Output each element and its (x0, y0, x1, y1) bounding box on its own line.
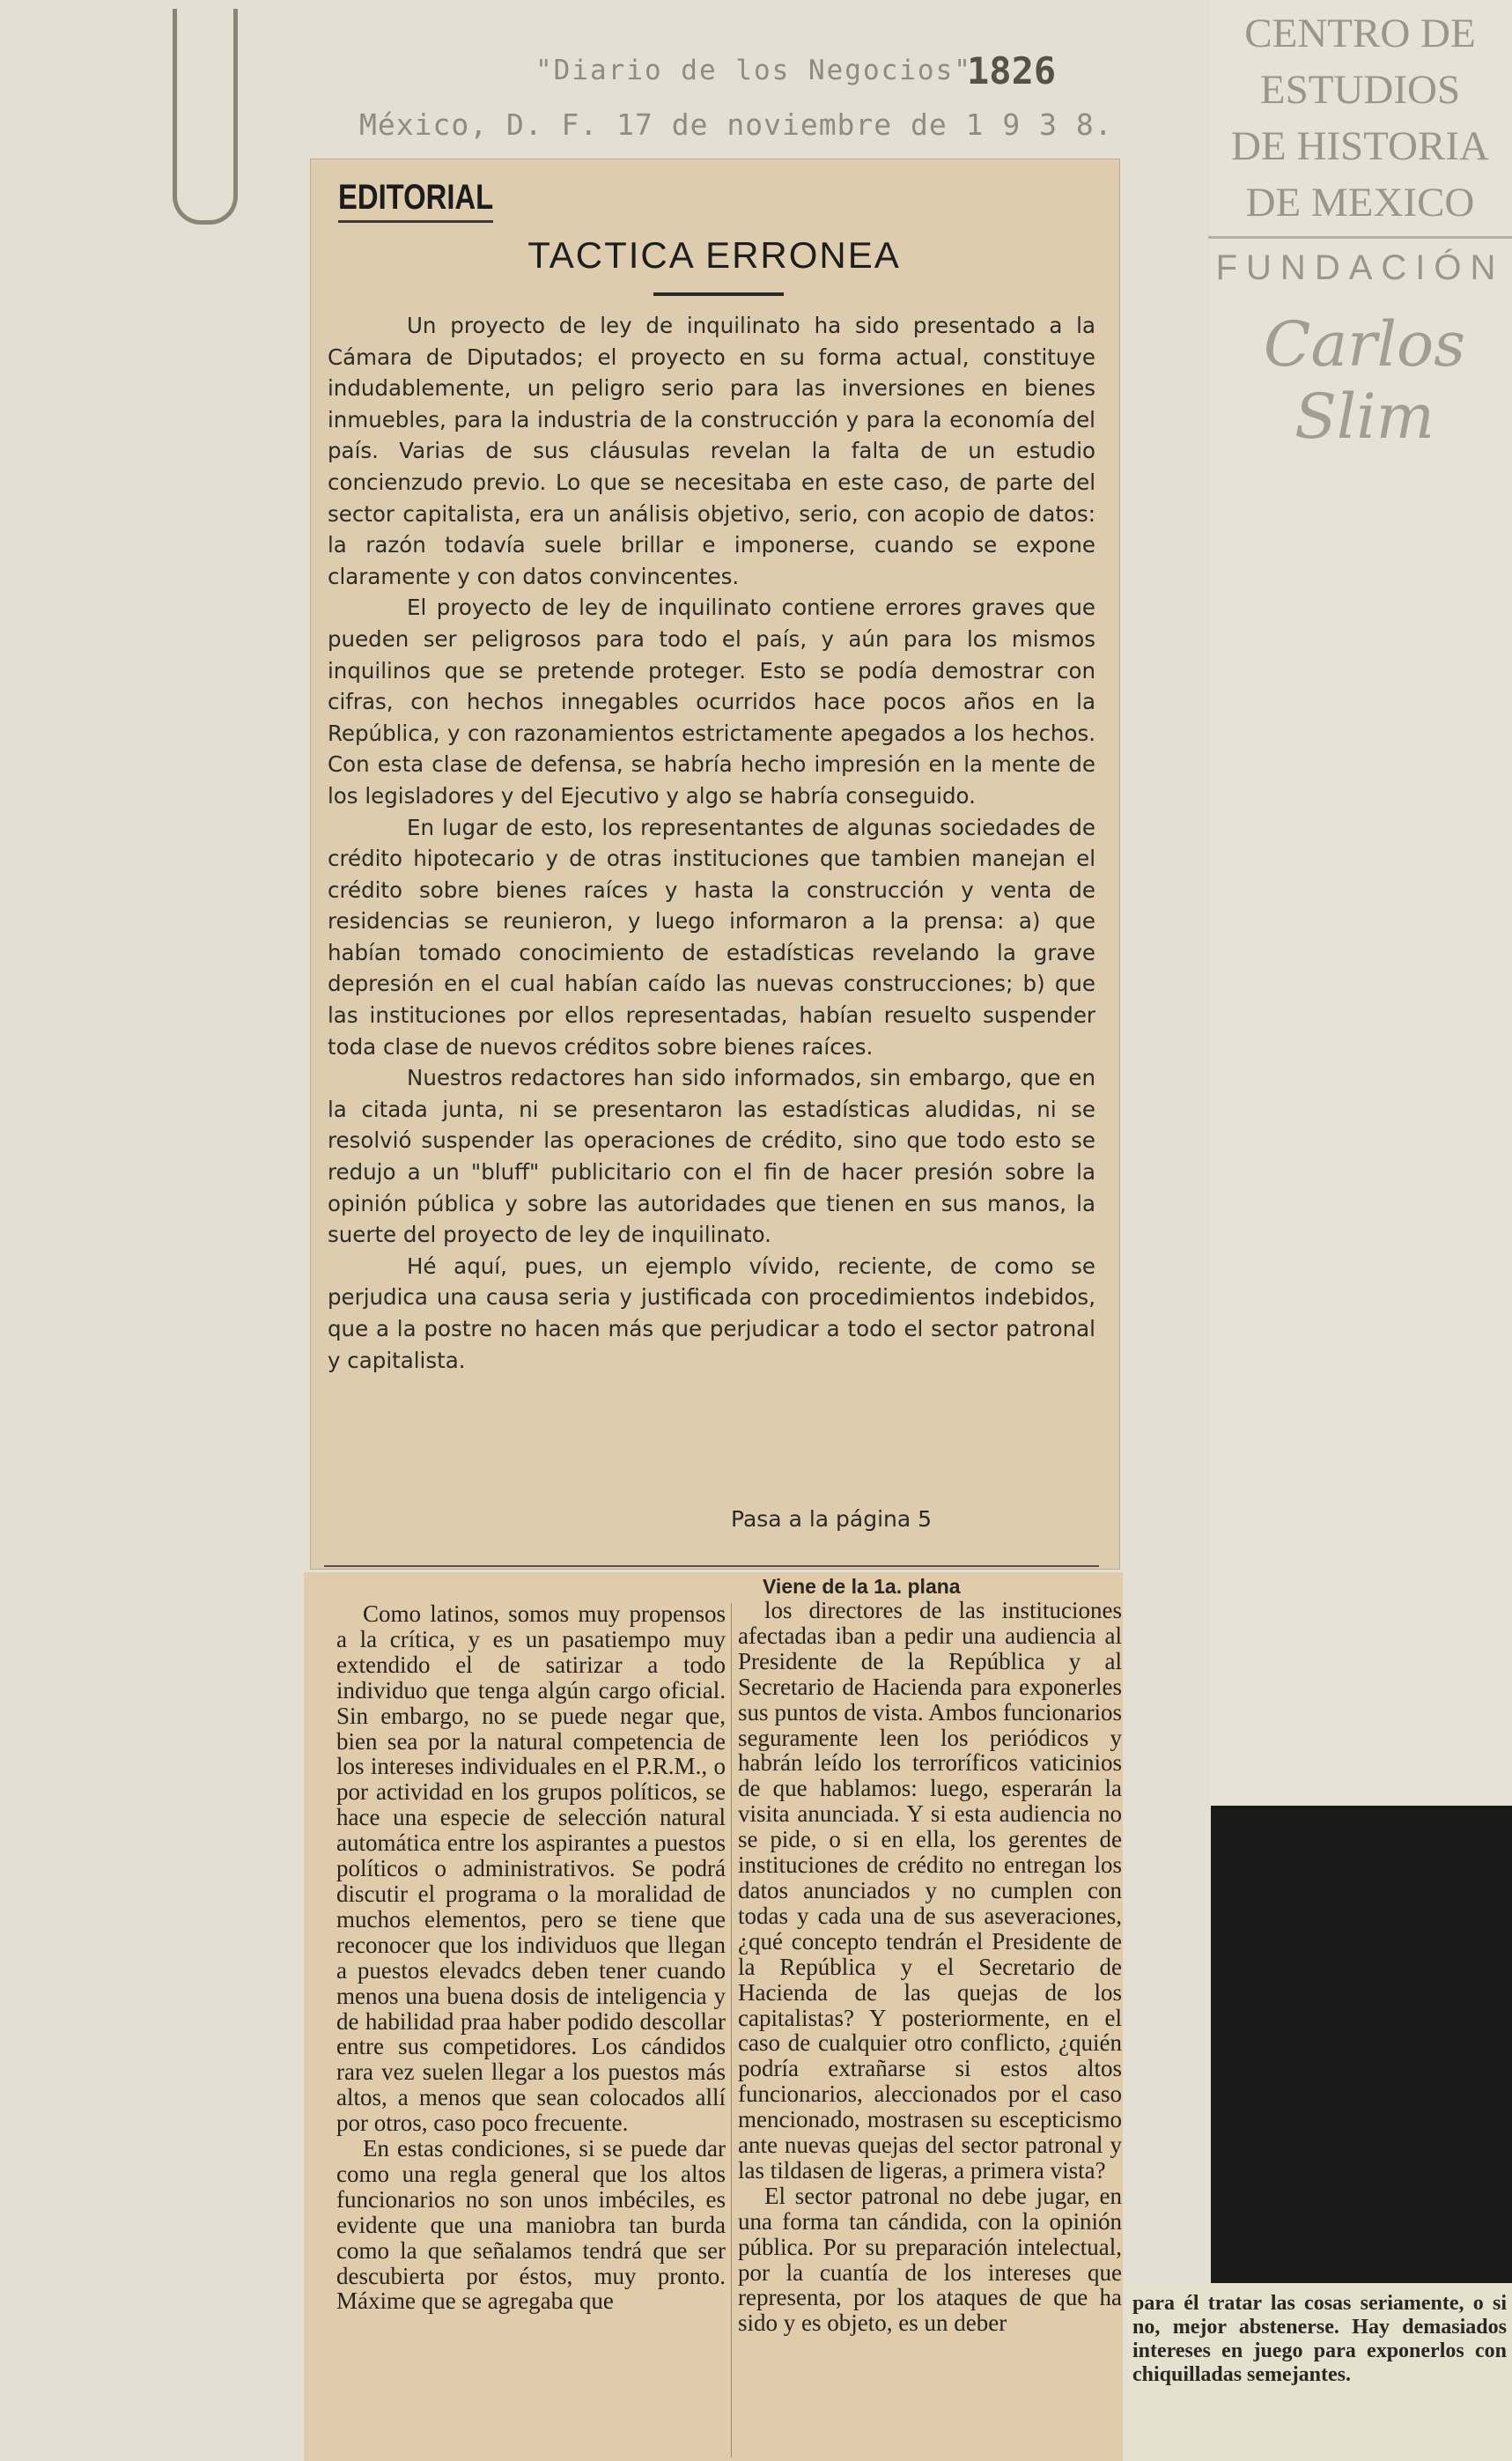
article-paragraph: Nuestros redactores han sido informados, sin embargo, que en la citada junta, ni se presentaron las estadísticas aludidas, ni se resolvió suspender las operaciones de crédito, sino que todo esto se redujo a un "bluff" publicitario con el fin de hacer presión sobre la opinión pública y sobre las autoridades que tienen en sus manos, la suerte del proyecto de ley de inquilinato. (328, 1065, 1095, 1248)
article-body (328, 310, 1095, 1376)
column-paragraph: los directores de las instituciones afectadas iban a pedir una audiencia al Presidente de la República y al Secretario de Hacienda para exponerles sus puntos de vista. Ambos funcionarios seguramente leen los periódicos y habrán leído los terroríficos vaticinios de que hablamos: luego, esperarán la visita anunciada. Y si esta audiencia no se pide, o si en ella, los gerentes de instituciones de crédito no entregan los datos anunciados y no cumplen con todas y cada una de sus aseveraciones, ¿qué concepto tendrán el Presidente de la República y el Secretario de Hacienda de las quejas de los capitalistas? Y posteriormente, en el caso de cualquier otro conflicto, ¿quién podría extrañarse si estos altos funcionarios, aleccionados por el caso mencionado, mostrasen su escepticismo ante nuevas quejas del sector patronal y las tildasen de ligeras, a primera vista? (738, 1597, 1122, 2184)
column-left (336, 1601, 726, 2314)
watermark-line: ESTUDIOS (1259, 67, 1461, 113)
column-paragraph: El sector patronal no debe jugar, en una forma tan cándida, con la opinión pública. Por su preparación intelectual, por la cuantía de los intereses que representa, por los ataques de que ha sido y es objeto, es un deber (738, 2182, 1122, 2337)
title-rule (653, 292, 784, 296)
section-heading: EDITORIAL (338, 178, 494, 217)
article-paragraph: En lugar de esto, los representantes de algunas sociedades de crédito hipotecario y de otras instituciones que tambien manejan el crédito sobre bienes raíces y hasta la construcción y venta de residencias se reunieron, y luego informaron a la prensa: a) que habían tomado conocimiento de estadísticas revelando la grave depresión en el cual habían caído las nuevas construcciones; b) que las instituciones por ellos representadas, habían resuelto suspender toda clase de nuevos créditos sobre bienes raíces. (328, 814, 1095, 1060)
continuation-rule (324, 1565, 1099, 1567)
stamp-number: 1826 (967, 49, 1057, 92)
watermark-line: DE HISTORIA (1231, 123, 1489, 169)
column-paragraph: Como latinos, somos muy propensos a la crítica, y es un pasatiempo muy extendido el de satirizar a todo individuo que tenga algún cargo oficial. Sin embargo, no se puede negar que, bien sea por la natural competencia de los intereses individuales en el P.R.M., o por actividad en los grupos políticos, se hace una especie de selección natural automática entre los aspirantes a puestos políticos o administrativos. Se podrá discutir el programa o la moralidad de muchos elementos, pero se tiene que reconocer que los individuos que llegan a puestos elevadcs deben tener cuando menos una buena dosis de inteligencia y de habilidad praa haber podido descollar entre sus competidores. Los cándidos rara vez suelen llegar a los puestos más altos, a menos que sean colocados allí por otros, caso poco frecuente. (336, 1600, 726, 2137)
column-divider (731, 1603, 732, 2457)
paper-clip-icon (173, 9, 238, 225)
stamp-date: México, D. F. 17 de noviembre de 1 9 3 8. (359, 107, 1113, 142)
watermark-signature: Carlos Slim (1263, 308, 1466, 453)
stamp-source: "Diario de los Negocios" (535, 55, 972, 86)
continuation-label: Viene de la 1a. plana (763, 1575, 961, 1598)
watermark-line: DE MEXICO (1245, 180, 1475, 225)
column-paragraph: En estas condiciones, si se puede dar como una regla general que los altos funcionarios no son unos imbéciles, es evidente que una maniobra tan burda como la que señalamos tendrá que ser descubierta por éstos, muy pronto. Máxime que se agregaba que (336, 2135, 726, 2315)
continued-note: Pasa a la página 5 (731, 1506, 933, 1532)
watermark-institution (1208, 5, 1512, 231)
article-paragraph: Hé aquí, pues, un ejemplo vívido, reciente, de como se perjudica una causa seria y justificada con procedimientos indebidos, que a la postre no hacen más que perjudicar a todo el sector patronal y capitalista. (328, 1253, 1095, 1373)
watermark-divider (1208, 236, 1512, 239)
article-paragraph: Un proyecto de ley de inquilinato ha sido presentado a la Cámara de Diputados; el proyecto en su forma actual, constituye indudablemente, un peligro serio para las inversiones en bienes inmuebles, para la industria de la construcción y para la economía del país. Varias de sus cláusulas revelan la falta de un estudio concienzudo previo. Lo que se necesitaba en este caso, de parte del sector capitalista, era un análisis objetivo, serio, con acopio de datos: la razón todavía suele brillar e imponerse, cuando se expone claramente y con datos convincentes. (328, 313, 1095, 589)
article-title: TACTICA ERRONEA (527, 234, 901, 276)
watermark-line: CENTRO DE (1244, 11, 1476, 56)
tail-paragraph: para él tratar las cosas seriamente, o si no, mejor abstenerse. Hay demasiados intereses en juego para exponerlos con chiquilladas semejantes. (1132, 2292, 1507, 2386)
watermark-fundacion: FUNDACIÓN (1215, 248, 1505, 287)
section-underline (338, 220, 493, 223)
article-paragraph: El proyecto de ley de inquilinato contiene errores graves que pueden ser peligrosos para todo el país, y aún para los mismos inquilinos que se pretende proteger. Esto se podía demostrar con cifras, con hechos innegables ocurridos hace pocos años en la República, y con razonamientos estrictamente apegados a los hechos. Con esta clase de defensa, se habría hecho impresión en la mente de los legisladores y del Ejecutivo y algo se habría conseguido. (328, 595, 1095, 809)
column-right (738, 1598, 1122, 2336)
